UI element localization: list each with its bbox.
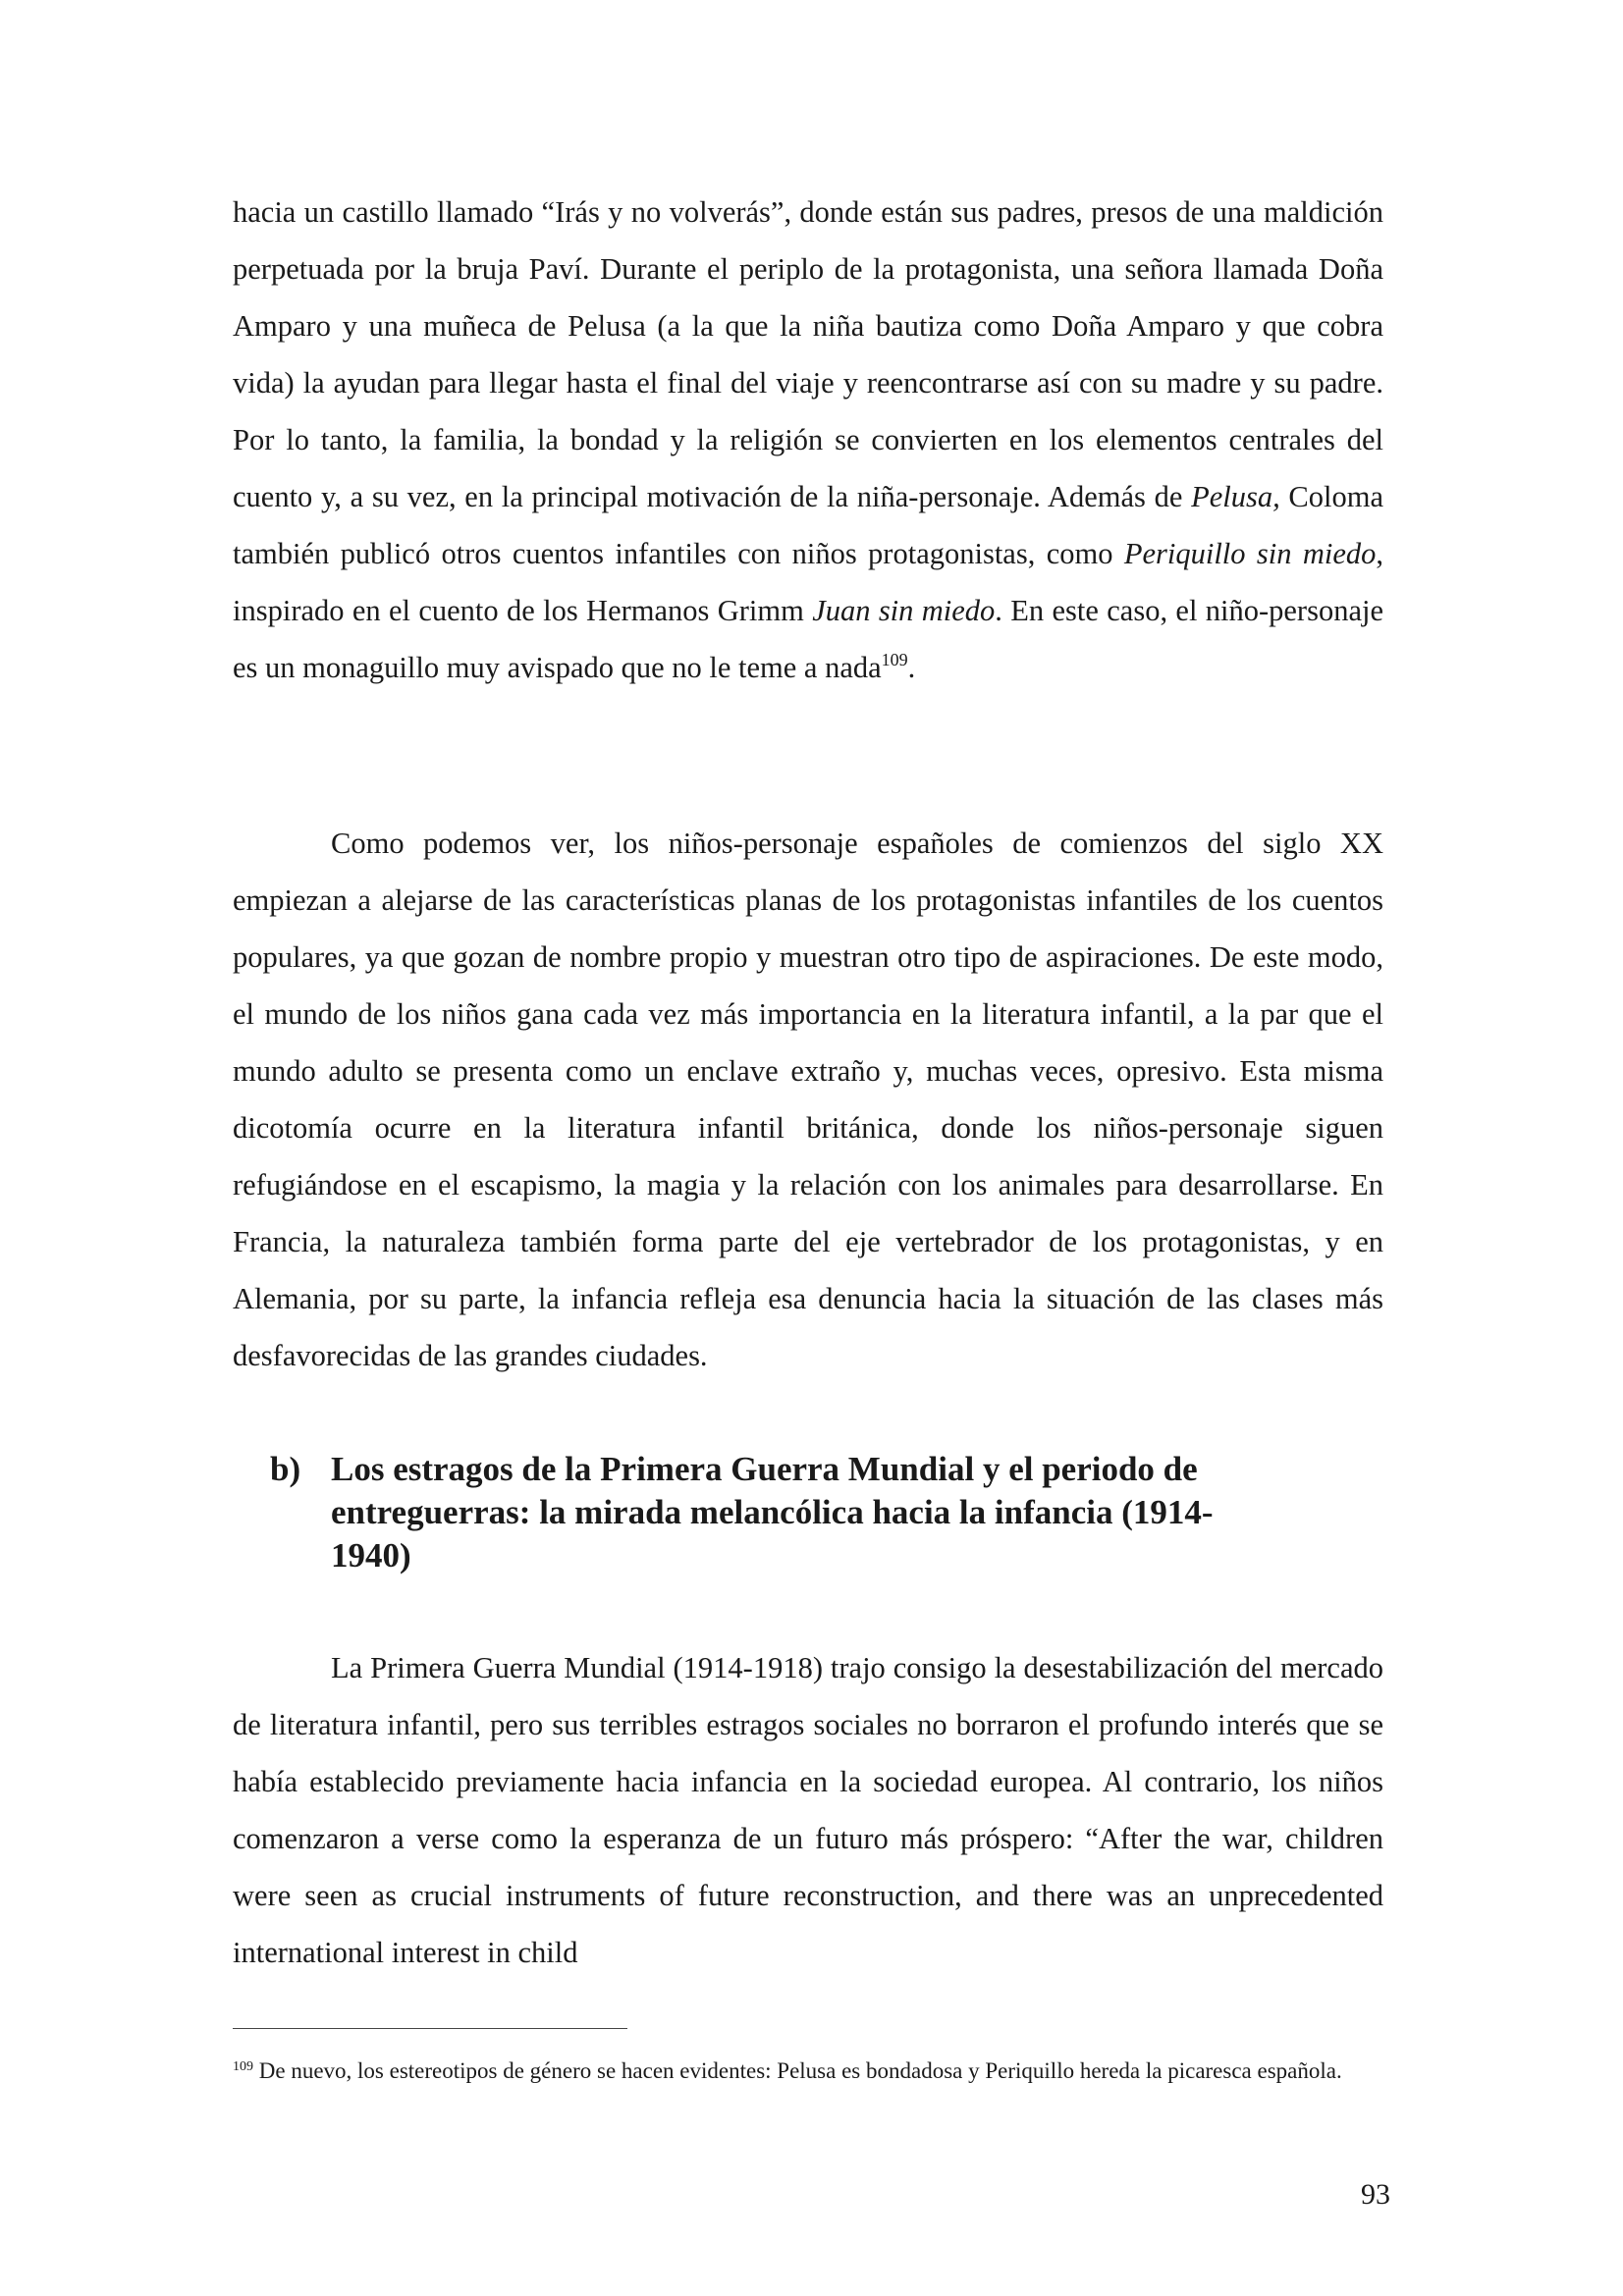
- footnote: [233, 2052, 1397, 2087]
- paragraph-1-text-d: . En este caso, el niño-personaje es un monaguillo muy avispado que no le teme a nada: [233, 594, 1384, 684]
- paragraph-2: Como podemos ver, los niños-personaje españoles de comienzos del siglo XX empiezan a alejarse de las características planas de los protagonistas infantiles de los cuentos populares, ya que gozan de nombre propio y muestran otro tipo de aspiraciones. De este modo, el mundo de los niños gana cada vez más importancia en la literatura infantil, a la par que el mundo adulto se presenta como un enclave extraño y, muchas veces, opresivo. Esta misma dicotomía ocurre en la literatura infantil británica, donde los niños-personaje siguen refugiándose en el escapismo, la magia y la relación con los animales para desarrollarse. En Francia, la naturaleza también forma parte del eje vertebrador de los protagonistas, y en Alemania, por su parte, la infancia refleja esa denuncia hacia la situación de las clases más desfavorecidas de las grandes ciudades.: [233, 827, 1383, 1372]
- footnote-number: 109: [233, 2059, 253, 2074]
- title-juan-sin-miedo: Juan sin miedo: [812, 594, 996, 627]
- title-periquillo-sin-miedo: Periquillo sin miedo: [1123, 537, 1377, 570]
- footnote-text: De nuevo, los estereotipos de género se hacen evidentes: Pelusa es bondadosa y Periquillo hereda la picaresca española.: [253, 2058, 1342, 2083]
- paragraph-1-text-c: , inspirado en el cuento de los Hermanos Grimm: [233, 537, 1383, 627]
- footnote-reference[interactable]: 109: [881, 650, 908, 669]
- section-heading-text: [331, 1448, 1311, 1577]
- section-heading-line-1: Los estragos de la Primera Guerra Mundial y el periodo de: [331, 1450, 1198, 1488]
- section-heading-line-2: entreguerras: la mirada melancólica hacia la infancia (1914-: [331, 1493, 1214, 1531]
- page-number: 93: [1361, 2178, 1390, 2211]
- paragraph-1-text-a: hacia un castillo llamado “Irás y no volverás”, donde están sus padres, presos de una maldición perpetuada por la bruja Paví. Durante el periplo de la protagonista, una señora llamada Doña Amparo y una muñeca de Pelusa (a la que la niña bautiza como Doña Amparo y que cobra vida) la ayudan para llegar hasta el final del viaje y reencontrarse así con su madre y su padre. Por lo tanto, la familia, la bondad y la religión se convierten en los elementos centrales del cuento y, a su vez, en la principal motivación de la niña-personaje. Además de: [233, 195, 1383, 513]
- section-heading-marker: b): [270, 1450, 301, 1488]
- paragraph-1-text-e: .: [907, 651, 916, 684]
- footnote-separator: [233, 2028, 627, 2029]
- paragraph-1-text-b: Coloma también publicó otros cuentos infantiles con niños protagonistas, como: [233, 480, 1383, 570]
- paragraph-1: [233, 184, 1383, 696]
- paragraph-3: La Primera Guerra Mundial (1914-1918) trajo consigo la desestabilización del mercado de literatura infantil, pero sus terribles estragos sociales no borraron el profundo interés que se había establecido previamente hacia infancia en la sociedad europea. Al contrario, los niños comenzaron a verse como la esperanza de un futuro más próspero: “After the war, children were seen as crucial instruments of future reconstruction, and there was an unprecedented international interest in child: [233, 1651, 1383, 1969]
- section-heading: [270, 1448, 1311, 1577]
- section-heading-line-3: 1940): [331, 1536, 411, 1575]
- title-pelusa: Pelusa,: [1191, 480, 1280, 513]
